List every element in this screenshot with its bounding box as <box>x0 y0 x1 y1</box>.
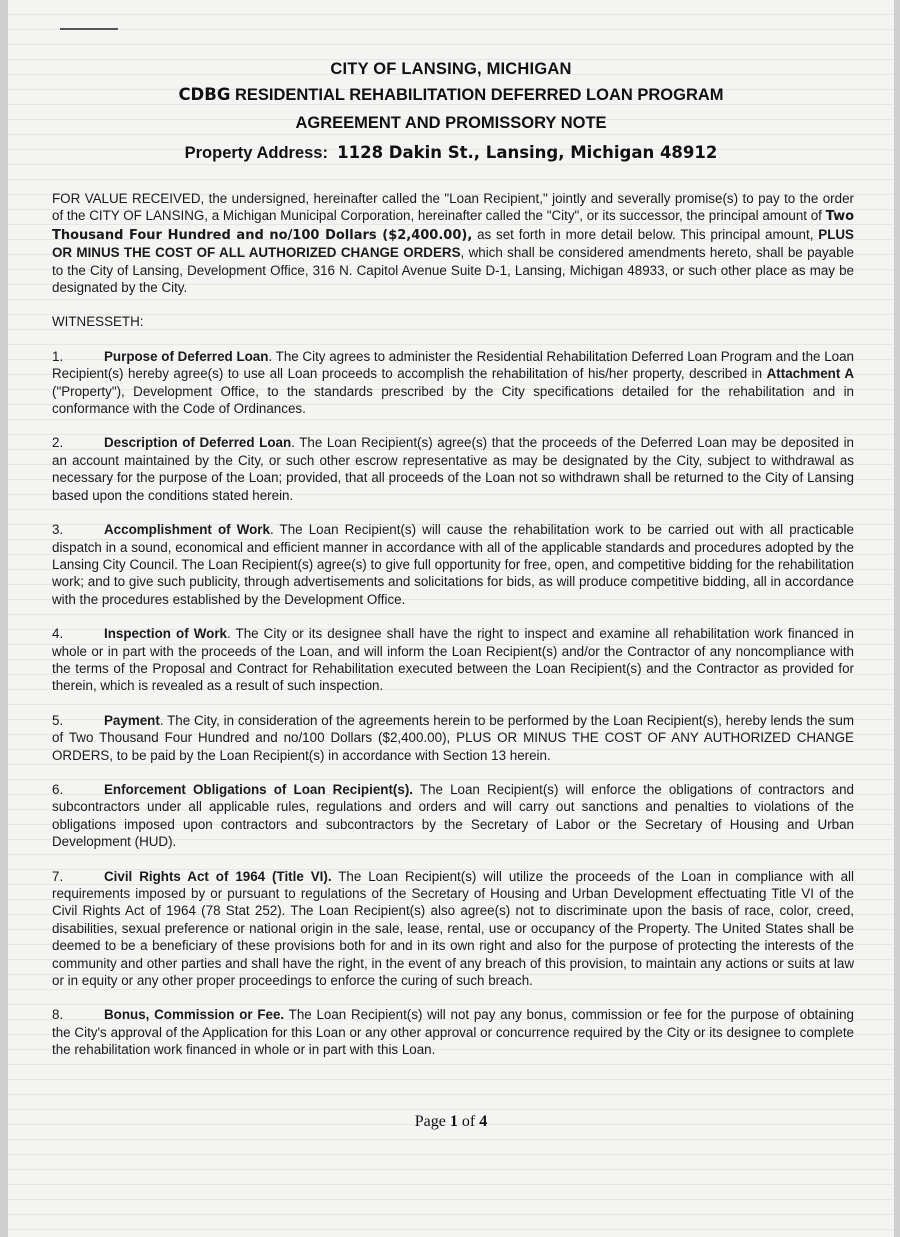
section-title: Accomplishment of Work <box>104 522 270 538</box>
section-number: 7. <box>52 868 64 884</box>
intro-change-orders: PLUS OR MINUS THE COST OF ALL AUTHORIZED CHANGE ORDERS <box>52 226 854 261</box>
section-text: . The City or its designee shall have the right to inspect and examine all rehabilitation work financed in whole or in part with the proceeds of the Loan, and will inform the Loan Recipient(s) and/or the Contractor of any noncompliance with the terms of the Proposal and Contract for Rehabilitation executed between the Loan Recipient(s) and the Contractor as provided for therein, which is revealed as a result of such inspection. <box>52 626 854 694</box>
section-number: 8. <box>52 1007 64 1023</box>
section-text: . The City agrees to administer the Residential Rehabilitation Deferred Loan Program and the Loan Recipient(s) hereby agree(s) to use all Loan proceeds to accomplish the rehabilitation of his/her property, described in <box>52 348 854 382</box>
scan-pen-mark <box>60 28 118 30</box>
section-title: Civil Rights Act of 1964 (Title VI). <box>104 868 332 884</box>
heading-agreement: AGREEMENT AND PROMISSORY NOTE <box>295 114 607 132</box>
section-title: Description of Deferred Loan <box>104 435 292 451</box>
heading-cdbg: CDBG <box>178 85 231 104</box>
address-label: Property Address: <box>184 144 328 162</box>
section-title: Payment <box>104 712 160 728</box>
section-text: . The City, in consideration of the agreements herein to be performed by the Loan Recipient(s), hereby lends the sum of Two Thousand Four Hundred and no/100 Dollars ($2,400.00), PLUS OR MINUS THE COST OF ANY AUTHORIZED CHANGE ORDERS, to be paid by the Loan Recipient(s) in accordance with Section 13 herein. <box>52 712 854 763</box>
section-number: 4. <box>52 626 64 642</box>
section-text-cont: ("Property"), Development Office, to the standards prescribed by the City specifications detailed for the rehabilitation and in conformance with the Code of Ordinances. <box>52 383 854 417</box>
page-word: Page <box>414 1113 446 1130</box>
section-title: Enforcement Obligations of Loan Recipient(s). <box>104 781 413 797</box>
witnesseth-label: WITNESSETH: <box>52 314 144 330</box>
intro-text-1: FOR VALUE RECEIVED, the undersigned, hereinafter called the "Loan Recipient," jointly and severally promise(s) to pay to the order of the CITY OF LANSING, a Michigan Municipal Corporation, hereinafter called the "City", or its successor, the principal amount of <box>52 191 854 224</box>
page-total: 4 <box>479 1113 488 1130</box>
section-text: . The Loan Recipient(s) agree(s) that the proceeds of the Deferred Loan may be deposited in an account maintained by the City, or such other escrow representative as may be designated by the City, subject to withdrawal as necessary for the purpose of the Loan; provided, that all proceeds of the Loan not so withdrawn shall be returned to the City of Lansing based upon the conditions stated herein. <box>52 435 854 503</box>
section-number: 2. <box>52 435 64 451</box>
intro-text-3: , which shall be considered amendments hereto, shall be payable to the City of Lansing, Development Office, 316 N. Capitol Avenue Suite D-1, Lansing, Michigan 48933, or such other place as may be designated by the City. <box>52 245 854 296</box>
section-title: Bonus, Commission or Fee. <box>104 1007 285 1023</box>
section-title: Purpose of Deferred Loan <box>104 348 269 364</box>
intro-amount: Two Thousand Four Hundred and no/100 Dollars ($2,400.00), <box>52 209 855 243</box>
section-number: 6. <box>52 781 64 797</box>
heading-program <box>8 85 894 105</box>
section-1 <box>52 348 854 418</box>
section-7 <box>52 868 854 990</box>
intro-text-2: as set forth in more detail below. This principal amount, <box>472 226 819 242</box>
address-value: 1128 Dakin St., Lansing, Michigan 48912 <box>337 143 718 162</box>
heading-city: CITY OF LANSING, MICHIGAN <box>330 60 572 78</box>
section-8 <box>52 1006 854 1058</box>
section-text: The Loan Recipient(s) will not pay any bonus, commission or fee for the purpose of obtaining the City's approval of the Application for this Loan or any other approval or concurrence required by the City or its designee to complete the rehabilitation work financed in whole or in part with this Loan. <box>52 1007 854 1058</box>
page-number: 1 <box>449 1113 458 1130</box>
section-text: The Loan Recipient(s) will utilize the proceeds of the Loan in compliance with all requirements imposed by or pursuant to regulations of the Secretary of Housing and Urban Development effectuating Title VI of the Civil Rights Act of 1964 (78 Stat 252). The Loan Recipient(s) also agree(s) not to discriminate upon the basis of race, color, creed, disabilities, sexual preference or national origin in the sale, lease, rental, use or occupancy of the Property. The United States shall be deemed to be a beneficiary of these provisions both for and in its own right and also for the purpose of protecting the interests of the community and other parties and shall have the right, in the event of any breach of this provision, to maintain any actions or suits at law or in equity or any other proper proceedings to enforce the curing of such breach. <box>52 868 854 989</box>
section-4 <box>52 625 854 695</box>
section-text: The Loan Recipient(s) will enforce the obligations of contractors and subcontractors under all applicable rules, regulations and orders and will carry out sanctions and penalties to violations of the obligations imposed upon contractors and subcontractors by the Secretary of Labor or the Secretary of Housing and Urban Development (HUD). <box>52 781 854 850</box>
section-3 <box>52 521 854 608</box>
intro-paragraph <box>52 190 854 296</box>
document-body <box>52 190 854 1076</box>
document-heading <box>8 60 894 163</box>
heading-property-address <box>8 143 894 163</box>
of-word: of <box>461 1113 476 1130</box>
section-title: Inspection of Work <box>104 626 227 642</box>
section-2 <box>52 434 854 504</box>
section-number: 3. <box>52 522 64 538</box>
section-5 <box>52 712 854 764</box>
section-6 <box>52 781 854 851</box>
section-attachment-ref: Attachment A <box>766 366 854 382</box>
document-page <box>8 0 894 1237</box>
section-text: . The Loan Recipient(s) will cause the rehabilitation work to be carried out with all practicable dispatch in a sound, economical and efficient manner in accordance with all of the applicable standards and procedures adopted by the Lansing City Council. The Loan Recipient(s) agree(s) to give full opportunity for free, open, and competitive bidding for the rehabilitation work; and to give such publicity, through advertisements and solicitations for bids, as will produce competitive bidding, all in accordance with the procedures established by the Development Office. <box>52 522 854 607</box>
section-number: 1. <box>52 348 64 364</box>
heading-program-rest: RESIDENTIAL REHABILITATION DEFERRED LOAN PROGRAM <box>230 86 724 104</box>
section-number: 5. <box>52 712 64 728</box>
page-footer <box>8 1113 894 1131</box>
